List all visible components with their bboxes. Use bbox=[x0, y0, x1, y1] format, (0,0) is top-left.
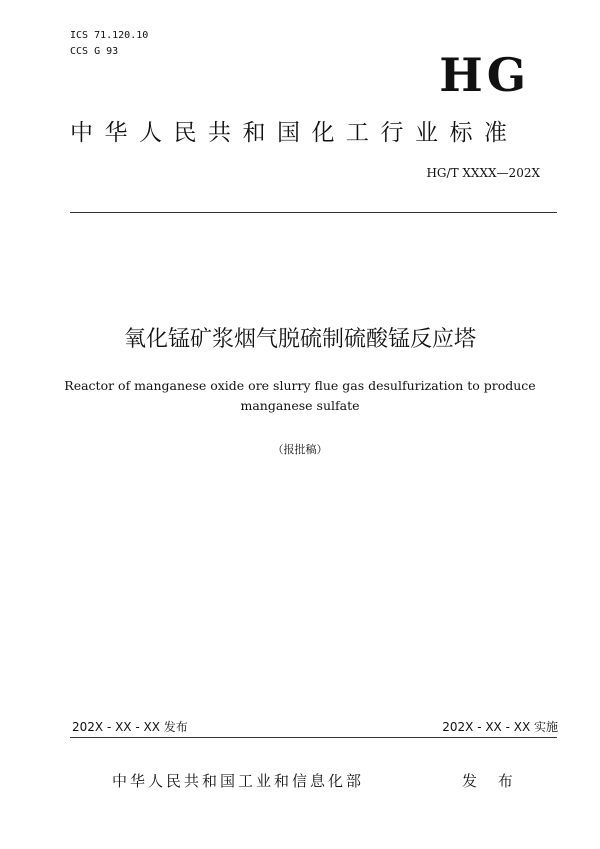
document-title-chinese: 氧化锰矿浆烟气脱硫制硫酸锰反应塔 bbox=[123, 327, 476, 352]
hg-logo: HG bbox=[439, 48, 530, 102]
issue-date: 202X - XX - XX 发布 bbox=[72, 720, 188, 734]
issuing-authority: 中华人民共和国工业和信息化部 bbox=[112, 772, 365, 790]
implementation-date: 202X - XX - XX 实施 bbox=[442, 720, 558, 734]
document-title-english: Reactor of manganese oxide ore slurry flue gas desulfurization to produce manganese sulfate bbox=[64, 378, 536, 413]
standard-number: HG/T XXXX—202X bbox=[426, 166, 540, 180]
ics-code: ICS 71.120.10 bbox=[70, 30, 149, 41]
standard-title: 中华人民共和国化工行业标准 bbox=[70, 120, 519, 146]
bottom-divider bbox=[70, 737, 557, 738]
ccs-code: CCS G 93 bbox=[70, 46, 119, 57]
draft-stage: （报批稿） bbox=[272, 443, 328, 456]
publish-label: 发 布 bbox=[462, 772, 521, 790]
top-divider bbox=[70, 212, 557, 213]
